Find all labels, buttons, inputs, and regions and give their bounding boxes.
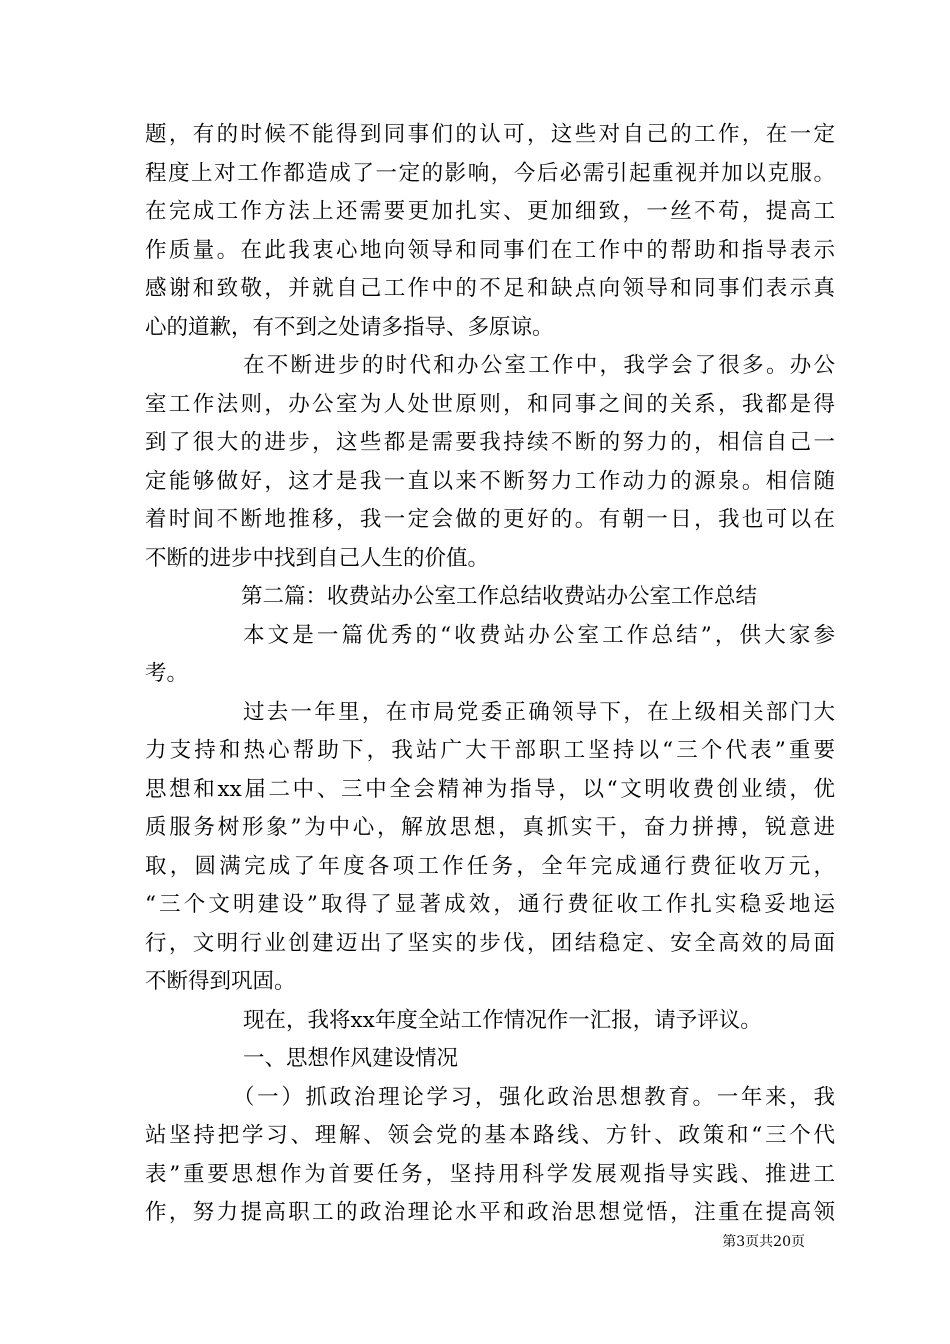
paragraph-start-line: 本文是一篇优秀的“收费站办公室工作总结”，供大家参 <box>243 622 835 648</box>
text-line: 着时间不断地推移，我一定会做的更好的。有朝一日，我也可以在 <box>145 507 835 532</box>
text-line: 考。 <box>145 661 189 686</box>
paragraph-start-line: 现在，我将xx年度全站工作情况作一汇报，请予评议。 <box>243 1007 762 1033</box>
text-line: 定能够做好，这才是我一直以来不断努力工作动力的源泉。相信随 <box>145 468 835 494</box>
text-line: 在完成工作方法上还需要更加扎实、更加细致，一丝不苟，提高工 <box>145 199 835 224</box>
text-line: 质服务树形象”为中心，解放思想，真抓实干，奋力拼搏，锐意进 <box>145 815 835 840</box>
text-line: 作质量。在此我衷心地向领导和同事们在工作中的帮助和指导表示 <box>145 237 835 263</box>
text-line: 题，有的时候不能得到同事们的认可，这些对自己的工作，在一定 <box>145 122 835 147</box>
text-line: 作，努力提高职工的政治理论水平和政治思想觉悟，注重在提高领 <box>145 1200 835 1225</box>
document-body <box>145 116 835 1233</box>
text-line: 行，文明行业创建迈出了坚实的步伐，团结稳定、安全高效的局面 <box>145 930 835 956</box>
section-title: 第二篇：收费站办公室工作总结收费站办公室工作总结 <box>241 584 758 609</box>
text-line: 不断得到巩固。 <box>145 969 296 994</box>
text-line: “三个文明建设”取得了显著成效，通行费征收工作扎实稳妥地运 <box>145 892 835 917</box>
text-line: 程度上对工作都造成了一定的影响，今后必需引起重视并加以克服。 <box>145 160 835 186</box>
text-line: 室工作法则，办公室为人处世原则，和同事之间的关系，我都是得 <box>145 391 835 417</box>
text-line: 力支持和热心帮助下，我站广大干部职工坚持以“三个代表”重要 <box>145 738 835 763</box>
page-number: 第3页共20页 <box>722 1234 805 1250</box>
text-line: 到了很大的进步，这些都是需要我持续不断的努力的，相信自己一 <box>145 430 835 455</box>
paragraph-start-line: 在不断进步的时代和办公室工作中，我学会了很多。办公 <box>243 353 835 378</box>
text-line: 思想和xx届二中、三中全会精神为指导，以“文明收费创业绩，优 <box>145 776 835 802</box>
paragraph-start-line: 过去一年里，在市局党委正确领导下，在上级相关部门大 <box>243 699 835 725</box>
text-line: 取，圆满完成了年度各项工作任务，全年完成通行费征收万元， <box>145 853 835 879</box>
text-line: 站坚持把学习、理解、领会党的基本路线、方针、政策和“三个代 <box>145 1123 835 1148</box>
text-line: 心的道歉，有不到之处请多指导、多原谅。 <box>145 314 554 340</box>
text-line: 表”重要思想作为首要任务，坚持用科学发展观指导实践、推进工 <box>145 1161 835 1187</box>
text-line: 感谢和致敬，并就自己工作中的不足和缺点向领导和同事们表示真 <box>145 276 835 301</box>
paragraph-start-line: （一）抓政治理论学习，强化政治思想教育。一年来，我 <box>233 1084 835 1110</box>
text-line: 不断的进步中找到自己人生的价值。 <box>145 545 490 571</box>
section-heading: 一、思想作风建设情况 <box>243 1046 459 1071</box>
